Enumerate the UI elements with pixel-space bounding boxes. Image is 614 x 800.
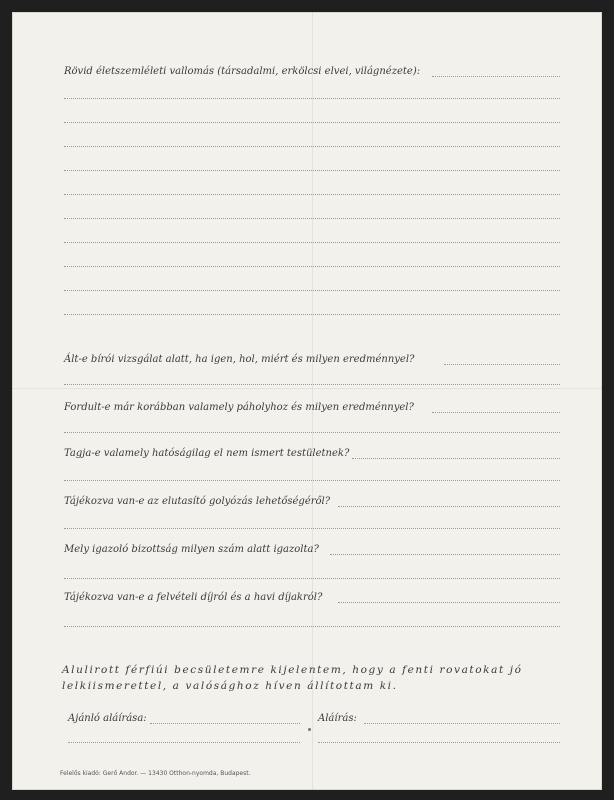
answer-line[interactable]: [432, 412, 560, 413]
publisher-footer: Felelős kiadó: Gerő Andor. — 13430 Otthon-nyomda, Budapest.: [60, 770, 251, 777]
answer-line[interactable]: [64, 194, 560, 195]
recommender-signature-line[interactable]: [68, 742, 300, 743]
declaration-text: Alulirott férfiúi becsületemre kijelentem, hogy a fenti rovatokat jó lelkiismerettel, a valósághoz híven állítottam ki.: [62, 664, 523, 692]
answer-line[interactable]: [64, 384, 560, 385]
answer-line[interactable]: [64, 98, 560, 99]
form-sheet: [12, 12, 602, 790]
question-unrecognized-body: Tagja-e valamely hatóságilag el nem ismert testületnek?: [64, 448, 350, 459]
answer-line[interactable]: [64, 480, 560, 481]
answer-line[interactable]: [64, 578, 560, 579]
paper-fold-horizontal: [12, 388, 602, 389]
answer-line[interactable]: [352, 458, 560, 459]
answer-line[interactable]: [64, 528, 560, 529]
answer-line[interactable]: [64, 242, 560, 243]
answer-line[interactable]: [64, 314, 560, 315]
question-judicial-investigation: Ált-e bírói vizsgálat alatt, ha igen, hol, miért és milyen eredménnyel?: [64, 354, 415, 365]
answer-line[interactable]: [64, 146, 560, 147]
answer-line[interactable]: [64, 432, 560, 433]
answer-line[interactable]: [338, 506, 560, 507]
recommender-signature-line[interactable]: [150, 723, 300, 724]
answer-line[interactable]: [444, 364, 560, 365]
answer-line[interactable]: [432, 76, 560, 77]
answer-line[interactable]: [64, 626, 560, 627]
signature-label: Aláírás:: [318, 713, 357, 724]
question-previous-lodge: Fordult-e már korábban valamely páholyhoz és milyen eredménnyel?: [64, 402, 414, 413]
question-life-philosophy: Rövid életszemléleti vallomás (társadalmi, erkölcsi elvei, világnézete):: [64, 66, 421, 77]
question-verification-committee: Mely igazoló bizottság milyen szám alatt igazolta?: [64, 544, 319, 555]
answer-line[interactable]: [64, 290, 560, 291]
signature-line[interactable]: [364, 723, 560, 724]
answer-line[interactable]: [64, 122, 560, 123]
question-rejection-ballot: Tájékozva van-e az elutasító golyózás lehetőségéről?: [64, 496, 331, 507]
answer-line[interactable]: [64, 266, 560, 267]
answer-line[interactable]: [330, 554, 560, 555]
fold-mark: [308, 728, 311, 731]
question-fees: Tájékozva van-e a felvételi díjról és a havi díjakról?: [64, 592, 323, 603]
answer-line[interactable]: [64, 218, 560, 219]
answer-line[interactable]: [338, 602, 560, 603]
signature-line[interactable]: [318, 742, 560, 743]
answer-line[interactable]: [64, 170, 560, 171]
recommender-signature-label: Ajánló aláírása:: [68, 713, 147, 724]
